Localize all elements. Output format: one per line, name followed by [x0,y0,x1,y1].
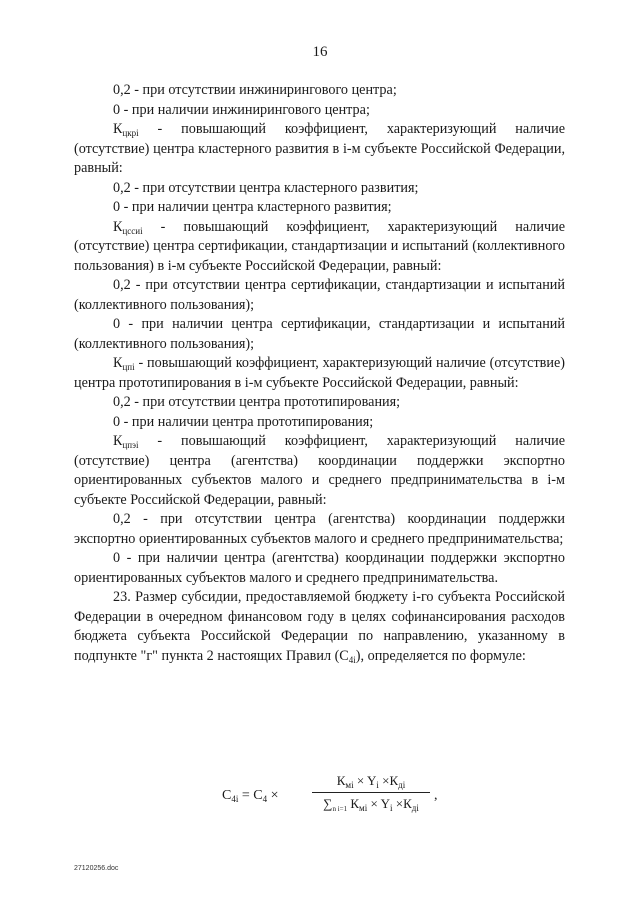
paragraph: $К_{цпэi}$ - повышающий коэффициент, характеризующий наличие (отсутствие) центра (агентства) координации поддержки экспортно ориентированных субъектов малого и среднего предпринимательства в i-м субъекте Российской Федерации, равный: [74,433,565,508]
paragraph: 0 - при наличии центра прототипирования; [113,413,374,430]
paragraph: 0,2 - при отсутствии центра сертификации, стандартизации и испытаний (коллективного пользования); [74,277,565,313]
paragraph: $К_{цпi}$ - повышающий коэффициент, характеризующий наличие (отсутствие) центра прототипирования в i-м субъекте Российской Федерации, равный: [74,355,565,391]
paragraph: 0,2 - при отсутствии центра кластерного развития; [113,179,419,196]
formula-lhs: $С_{4i} = С_4$ × [222,788,279,804]
paragraph: 0,2 - при отсутствии центра прототипирования; [113,394,401,410]
formula-fraction [310,770,432,815]
footer-filename: 27120256.doc [74,865,119,872]
paragraph: 0 - при наличии инжинирингового центра; [113,101,370,118]
formula-comma: , [434,788,438,803]
paragraph: $К_{цкрi}$ - повышающий коэффициент, характеризующий наличие (отсутствие) центра кластерного развития в i-м субъекте Российской Федерации, равный: [74,121,565,176]
paragraph: 0,2 - при отсутствии инжинирингового центра; [113,82,397,98]
paragraph: $К_{цссиi}$ - повышающий коэффициент, характеризующий наличие (отсутствие) центра сертификации, стандартизации и испытаний (коллективного пользования) в i-м субъекте Российской Федерации, равный: [74,218,565,274]
document-body [74,81,565,666]
paragraph: 23. Размер субсидии, предоставляемой бюджету i-го субъекта Российской Федерации в очередном финансовом году в целях софинансирования расходов бюджета субъекта Российской Федерации по направлению, указанному в подпункте "г" пункта 2 настоящих Правил $(С_{4i})$, определяется по формуле: [74,589,565,665]
formula-numerator: $К_{мi} \times Y_i \times К_{дi}$ [336,773,406,790]
formula-denominator: $\sum_{n i=1}$ $К_{мi} \times Y_i \times К_{дi}$ [323,796,419,813]
page-number: 16 [312,44,328,60]
paragraph: 0,2 - при отсутствии центра (агентства) координации поддержки экспортно ориентированных субъектов малого и среднего предпринимательства; [74,511,565,547]
paragraph: 0 - при наличии центра кластерного развития; [113,199,392,215]
formula [222,770,442,830]
paragraph: 0 - при наличии центра сертификации, стандартизации и испытаний (коллективного пользования); [74,316,565,352]
paragraph: 0 - при наличии центра (агентства) координации поддержки экспортно ориентированных субъектов малого и среднего предпринимательства. [74,550,565,586]
